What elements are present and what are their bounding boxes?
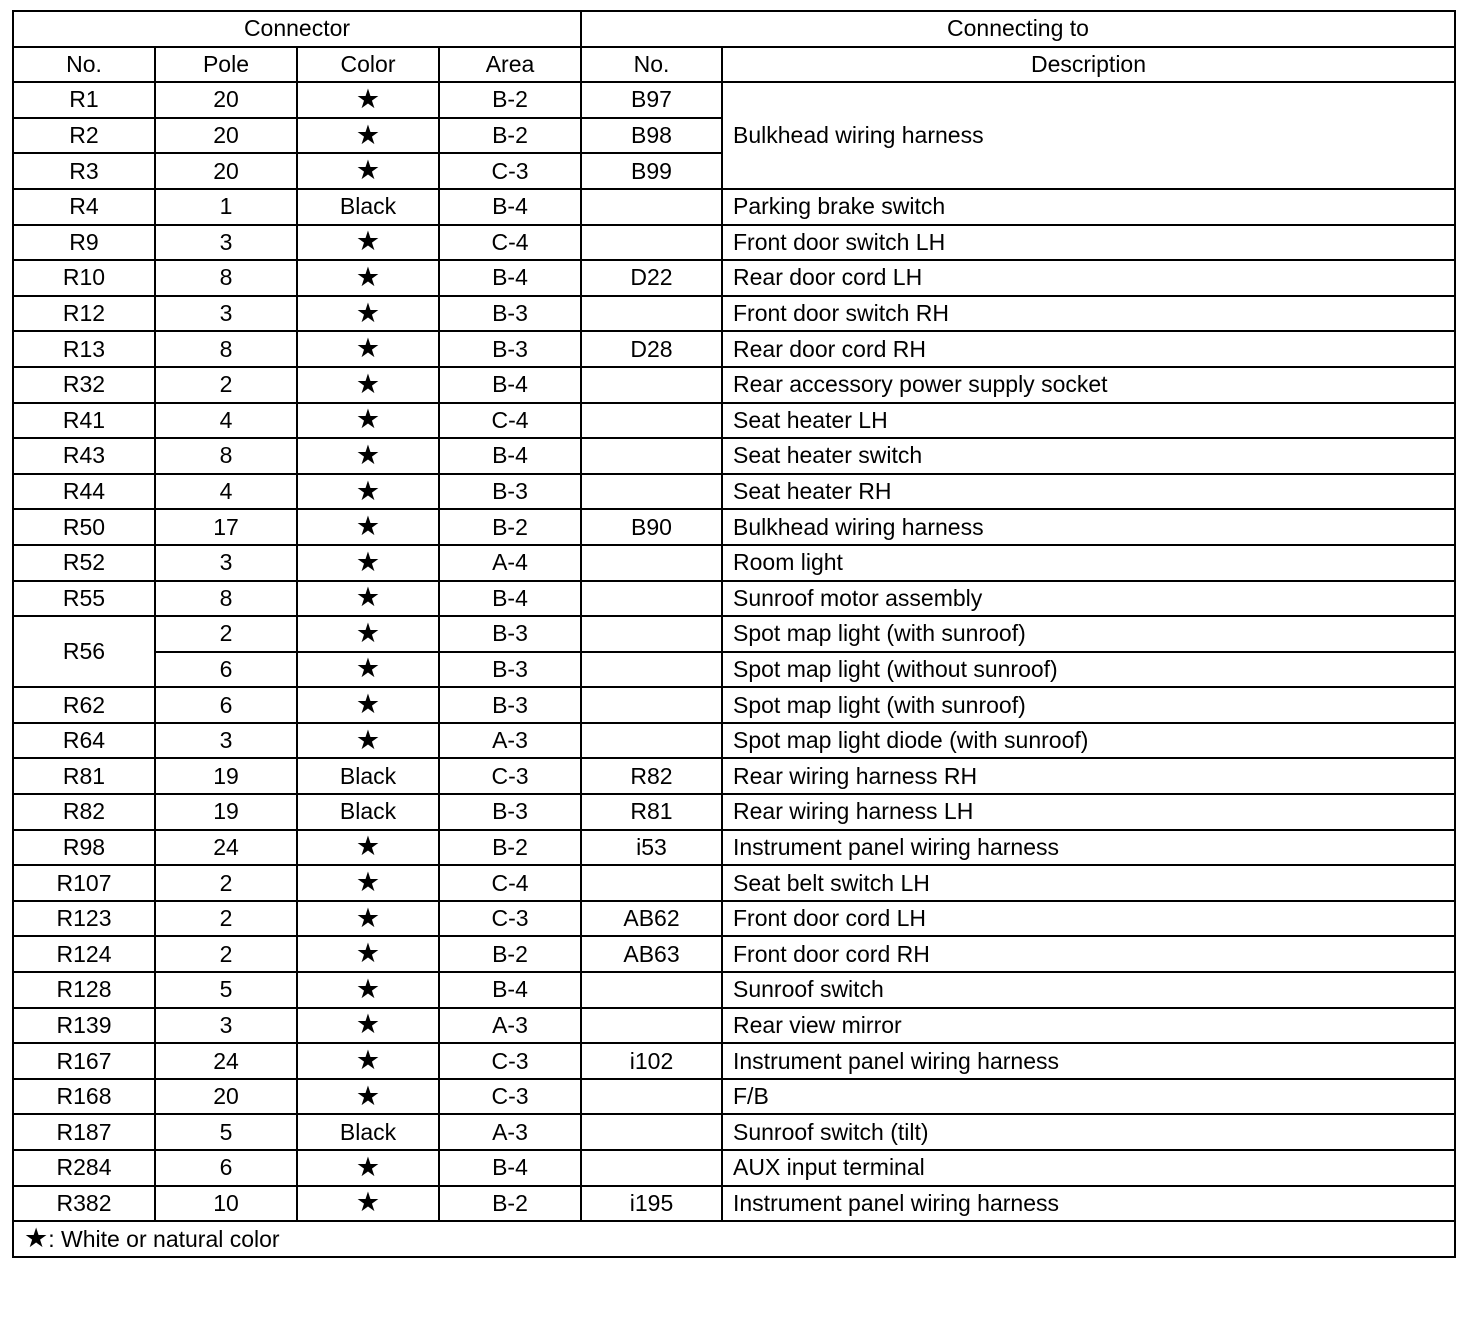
cell-to-no xyxy=(581,296,722,332)
cell-pole: 17 xyxy=(155,509,297,545)
table-row xyxy=(13,901,1455,937)
table-row xyxy=(13,225,1455,261)
cell-description: Bulkhead wiring harness xyxy=(722,82,1455,189)
star-icon: ★ xyxy=(355,831,381,863)
cell-area: B-2 xyxy=(439,1186,581,1222)
cell-pole: 2 xyxy=(155,616,297,652)
cell-pole: 24 xyxy=(155,1043,297,1079)
cell-pole: 8 xyxy=(155,581,297,617)
table-row xyxy=(13,723,1455,759)
cell-to-no xyxy=(581,545,722,581)
cell-pole: 2 xyxy=(155,865,297,901)
cell-to-no: AB62 xyxy=(581,901,722,937)
cell-area: B-2 xyxy=(439,936,581,972)
table-row xyxy=(13,403,1455,439)
cell-description: F/B xyxy=(722,1079,1455,1115)
cell-color xyxy=(297,830,439,866)
table-row xyxy=(13,936,1455,972)
cell-no: R123 xyxy=(13,901,155,937)
cell-color xyxy=(297,225,439,261)
cell-area: A-4 xyxy=(439,545,581,581)
cell-area: B-3 xyxy=(439,331,581,367)
cell-pole: 20 xyxy=(155,82,297,118)
cell-area: B-3 xyxy=(439,616,581,652)
cell-area: B-4 xyxy=(439,438,581,474)
cell-color xyxy=(297,474,439,510)
cell-description: Instrument panel wiring harness xyxy=(722,1186,1455,1222)
cell-description: Instrument panel wiring harness xyxy=(722,1043,1455,1079)
cell-color xyxy=(297,1079,439,1115)
cell-to-no xyxy=(581,1079,722,1115)
star-icon: ★ xyxy=(355,261,381,293)
cell-description: Rear wiring harness RH xyxy=(722,758,1455,794)
star-icon: ★ xyxy=(355,653,381,685)
cell-area: B-4 xyxy=(439,1150,581,1186)
cell-to-no xyxy=(581,865,722,901)
cell-to-no xyxy=(581,1150,722,1186)
cell-no: R168 xyxy=(13,1079,155,1115)
cell-no: R41 xyxy=(13,403,155,439)
cell-no: R12 xyxy=(13,296,155,332)
col-header-area: Area xyxy=(439,47,581,83)
cell-description: Sunroof switch xyxy=(722,972,1455,1008)
cell-to-no xyxy=(581,403,722,439)
cell-color xyxy=(297,1043,439,1079)
cell-pole: 8 xyxy=(155,260,297,296)
cell-no: R167 xyxy=(13,1043,155,1079)
star-icon: ★ xyxy=(355,1151,381,1183)
cell-description: Sunroof switch (tilt) xyxy=(722,1114,1455,1150)
cell-no: R43 xyxy=(13,438,155,474)
table-row xyxy=(13,1186,1455,1222)
cell-description: Front door switch RH xyxy=(722,296,1455,332)
connecting-to-group-header: Connecting to xyxy=(581,11,1455,47)
cell-pole: 5 xyxy=(155,972,297,1008)
cell-color xyxy=(297,260,439,296)
footnote-text: : White or natural color xyxy=(48,1225,280,1252)
cell-no: R128 xyxy=(13,972,155,1008)
star-icon: ★ xyxy=(24,1222,49,1254)
cell-no: R1 xyxy=(13,82,155,118)
cell-to-no: R82 xyxy=(581,758,722,794)
table-row xyxy=(13,82,1455,118)
table-row xyxy=(13,616,1455,652)
cell-color xyxy=(297,545,439,581)
col-header-color: Color xyxy=(297,47,439,83)
cell-pole: 5 xyxy=(155,1114,297,1150)
cell-area: B-4 xyxy=(439,581,581,617)
cell-to-no: R81 xyxy=(581,794,722,830)
star-icon: ★ xyxy=(355,297,381,329)
group-header-row xyxy=(13,11,1455,47)
star-icon: ★ xyxy=(355,867,381,899)
cell-pole: 3 xyxy=(155,296,297,332)
star-icon: ★ xyxy=(355,1045,381,1077)
cell-area: B-2 xyxy=(439,509,581,545)
cell-to-no: i102 xyxy=(581,1043,722,1079)
cell-pole: 2 xyxy=(155,367,297,403)
cell-to-no xyxy=(581,474,722,510)
cell-pole: 10 xyxy=(155,1186,297,1222)
connector-table xyxy=(12,10,1456,1258)
cell-to-no xyxy=(581,616,722,652)
cell-no: R107 xyxy=(13,865,155,901)
cell-to-no: AB63 xyxy=(581,936,722,972)
cell-no: R55 xyxy=(13,581,155,617)
cell-area: A-3 xyxy=(439,1114,581,1150)
star-icon: ★ xyxy=(355,83,381,115)
cell-pole: 3 xyxy=(155,545,297,581)
star-icon: ★ xyxy=(355,368,381,400)
col-header-pole: Pole xyxy=(155,47,297,83)
cell-area: C-3 xyxy=(439,758,581,794)
column-header-row xyxy=(13,47,1455,83)
cell-to-no xyxy=(581,581,722,617)
cell-to-no: B99 xyxy=(581,153,722,189)
cell-area: B-3 xyxy=(439,652,581,688)
cell-no: R82 xyxy=(13,794,155,830)
cell-pole: 4 xyxy=(155,474,297,510)
cell-description: Rear wiring harness LH xyxy=(722,794,1455,830)
cell-to-no xyxy=(581,972,722,1008)
cell-description: Bulkhead wiring harness xyxy=(722,509,1455,545)
cell-no: R64 xyxy=(13,723,155,759)
cell-pole: 1 xyxy=(155,189,297,225)
cell-description: Front door switch LH xyxy=(722,225,1455,261)
cell-pole: 8 xyxy=(155,438,297,474)
cell-description: Rear door cord LH xyxy=(722,260,1455,296)
cell-pole: 2 xyxy=(155,936,297,972)
cell-to-no xyxy=(581,687,722,723)
col-header-description: Description xyxy=(722,47,1455,83)
table-row xyxy=(13,1043,1455,1079)
cell-area: A-3 xyxy=(439,1008,581,1044)
cell-area: C-4 xyxy=(439,865,581,901)
cell-description: Seat heater LH xyxy=(722,403,1455,439)
cell-pole: 6 xyxy=(155,652,297,688)
cell-pole: 6 xyxy=(155,687,297,723)
cell-pole: 20 xyxy=(155,1079,297,1115)
cell-description: Sunroof motor assembly xyxy=(722,581,1455,617)
cell-area: B-2 xyxy=(439,830,581,866)
cell-area: C-3 xyxy=(439,153,581,189)
table-row xyxy=(13,972,1455,1008)
cell-description: Instrument panel wiring harness xyxy=(722,830,1455,866)
cell-area: B-2 xyxy=(439,118,581,154)
cell-no: R44 xyxy=(13,474,155,510)
cell-no: R139 xyxy=(13,1008,155,1044)
star-icon: ★ xyxy=(355,439,381,471)
star-icon: ★ xyxy=(355,475,381,507)
cell-color xyxy=(297,367,439,403)
table-row xyxy=(13,652,1455,688)
cell-area: C-4 xyxy=(439,403,581,439)
star-icon: ★ xyxy=(355,938,381,970)
cell-area: B-3 xyxy=(439,794,581,830)
cell-area: B-3 xyxy=(439,474,581,510)
cell-color: Black xyxy=(297,794,439,830)
table-row xyxy=(13,830,1455,866)
cell-color xyxy=(297,616,439,652)
table-row xyxy=(13,260,1455,296)
cell-to-no: B97 xyxy=(581,82,722,118)
cell-color xyxy=(297,82,439,118)
star-icon: ★ xyxy=(355,973,381,1005)
cell-color xyxy=(297,687,439,723)
star-icon: ★ xyxy=(355,333,381,365)
cell-area: B-3 xyxy=(439,296,581,332)
cell-no: R13 xyxy=(13,331,155,367)
cell-no: R62 xyxy=(13,687,155,723)
cell-area: C-4 xyxy=(439,225,581,261)
cell-description: Seat heater switch xyxy=(722,438,1455,474)
cell-area: B-4 xyxy=(439,260,581,296)
cell-color xyxy=(297,403,439,439)
table-row xyxy=(13,189,1455,225)
cell-color xyxy=(297,153,439,189)
cell-color xyxy=(297,296,439,332)
star-icon: ★ xyxy=(355,511,381,543)
cell-area: B-3 xyxy=(439,687,581,723)
col-header-no: No. xyxy=(13,47,155,83)
table-row xyxy=(13,509,1455,545)
cell-to-no: D22 xyxy=(581,260,722,296)
cell-description: Front door cord RH xyxy=(722,936,1455,972)
cell-description: Spot map light diode (with sunroof) xyxy=(722,723,1455,759)
star-icon: ★ xyxy=(355,119,381,151)
cell-no: R81 xyxy=(13,758,155,794)
star-icon: ★ xyxy=(355,724,381,756)
cell-area: B-4 xyxy=(439,189,581,225)
table-row xyxy=(13,474,1455,510)
footnote-row xyxy=(13,1221,1455,1257)
cell-pole: 3 xyxy=(155,225,297,261)
cell-to-no xyxy=(581,1114,722,1150)
cell-description: Seat heater RH xyxy=(722,474,1455,510)
cell-color xyxy=(297,1150,439,1186)
cell-no: R98 xyxy=(13,830,155,866)
table-row xyxy=(13,581,1455,617)
cell-no: R4 xyxy=(13,189,155,225)
table-row xyxy=(13,331,1455,367)
connector-group-header: Connector xyxy=(13,11,581,47)
cell-no: R50 xyxy=(13,509,155,545)
star-icon: ★ xyxy=(355,226,381,258)
table-row xyxy=(13,296,1455,332)
cell-pole: 2 xyxy=(155,901,297,937)
star-icon: ★ xyxy=(355,546,381,578)
cell-description: Rear door cord RH xyxy=(722,331,1455,367)
cell-description: Spot map light (without sunroof) xyxy=(722,652,1455,688)
table-row xyxy=(13,367,1455,403)
cell-color: Black xyxy=(297,758,439,794)
col-header-to-no: No. xyxy=(581,47,722,83)
cell-color xyxy=(297,331,439,367)
cell-to-no xyxy=(581,1008,722,1044)
cell-description: Rear view mirror xyxy=(722,1008,1455,1044)
cell-no: R32 xyxy=(13,367,155,403)
cell-area: C-3 xyxy=(439,1043,581,1079)
cell-pole: 3 xyxy=(155,1008,297,1044)
cell-no: R382 xyxy=(13,1186,155,1222)
cell-description: Seat belt switch LH xyxy=(722,865,1455,901)
table-row xyxy=(13,758,1455,794)
star-icon: ★ xyxy=(355,582,381,614)
star-icon: ★ xyxy=(355,1187,381,1219)
table-row xyxy=(13,1008,1455,1044)
cell-to-no xyxy=(581,723,722,759)
cell-pole: 20 xyxy=(155,118,297,154)
cell-pole: 24 xyxy=(155,830,297,866)
cell-description: Front door cord LH xyxy=(722,901,1455,937)
cell-pole: 19 xyxy=(155,794,297,830)
cell-no: R10 xyxy=(13,260,155,296)
cell-area: B-2 xyxy=(439,82,581,118)
cell-to-no xyxy=(581,652,722,688)
cell-to-no xyxy=(581,189,722,225)
cell-pole: 8 xyxy=(155,331,297,367)
cell-to-no: i53 xyxy=(581,830,722,866)
star-icon: ★ xyxy=(355,689,381,721)
table-body xyxy=(13,82,1455,1221)
cell-area: C-3 xyxy=(439,901,581,937)
cell-color xyxy=(297,901,439,937)
cell-color xyxy=(297,1186,439,1222)
cell-color xyxy=(297,865,439,901)
table-row xyxy=(13,438,1455,474)
cell-to-no: i195 xyxy=(581,1186,722,1222)
cell-area: C-3 xyxy=(439,1079,581,1115)
cell-to-no xyxy=(581,438,722,474)
cell-pole: 4 xyxy=(155,403,297,439)
cell-to-no xyxy=(581,225,722,261)
star-icon: ★ xyxy=(355,902,381,934)
cell-pole: 3 xyxy=(155,723,297,759)
cell-color xyxy=(297,509,439,545)
cell-no: R52 xyxy=(13,545,155,581)
cell-to-no: B90 xyxy=(581,509,722,545)
star-icon: ★ xyxy=(355,1009,381,1041)
cell-pole: 6 xyxy=(155,1150,297,1186)
cell-no: R124 xyxy=(13,936,155,972)
cell-no: R187 xyxy=(13,1114,155,1150)
cell-description: Spot map light (with sunroof) xyxy=(722,616,1455,652)
cell-color xyxy=(297,1008,439,1044)
cell-area: A-3 xyxy=(439,723,581,759)
cell-no: R9 xyxy=(13,225,155,261)
cell-to-no xyxy=(581,367,722,403)
star-icon: ★ xyxy=(355,1080,381,1112)
star-icon: ★ xyxy=(355,155,381,187)
cell-color xyxy=(297,972,439,1008)
table-row xyxy=(13,865,1455,901)
footnote xyxy=(13,1221,1455,1257)
cell-description: Parking brake switch xyxy=(722,189,1455,225)
table-row xyxy=(13,794,1455,830)
star-icon: ★ xyxy=(355,404,381,436)
table-row xyxy=(13,1150,1455,1186)
table-row xyxy=(13,687,1455,723)
cell-color: Black xyxy=(297,189,439,225)
cell-color xyxy=(297,936,439,972)
cell-description: Room light xyxy=(722,545,1455,581)
star-icon: ★ xyxy=(355,617,381,649)
cell-no: R3 xyxy=(13,153,155,189)
cell-to-no: B98 xyxy=(581,118,722,154)
cell-no: R56 xyxy=(13,616,155,687)
cell-description: AUX input terminal xyxy=(722,1150,1455,1186)
table-row xyxy=(13,545,1455,581)
table-row xyxy=(13,1114,1455,1150)
cell-no: R284 xyxy=(13,1150,155,1186)
cell-pole: 20 xyxy=(155,153,297,189)
cell-to-no: D28 xyxy=(581,331,722,367)
cell-color xyxy=(297,723,439,759)
table-row xyxy=(13,1079,1455,1115)
cell-color xyxy=(297,438,439,474)
cell-area: B-4 xyxy=(439,367,581,403)
cell-color xyxy=(297,652,439,688)
cell-no: R2 xyxy=(13,118,155,154)
cell-color: Black xyxy=(297,1114,439,1150)
cell-description: Rear accessory power supply socket xyxy=(722,367,1455,403)
cell-pole: 19 xyxy=(155,758,297,794)
cell-area: B-4 xyxy=(439,972,581,1008)
cell-description: Spot map light (with sunroof) xyxy=(722,687,1455,723)
cell-color xyxy=(297,581,439,617)
cell-color xyxy=(297,118,439,154)
